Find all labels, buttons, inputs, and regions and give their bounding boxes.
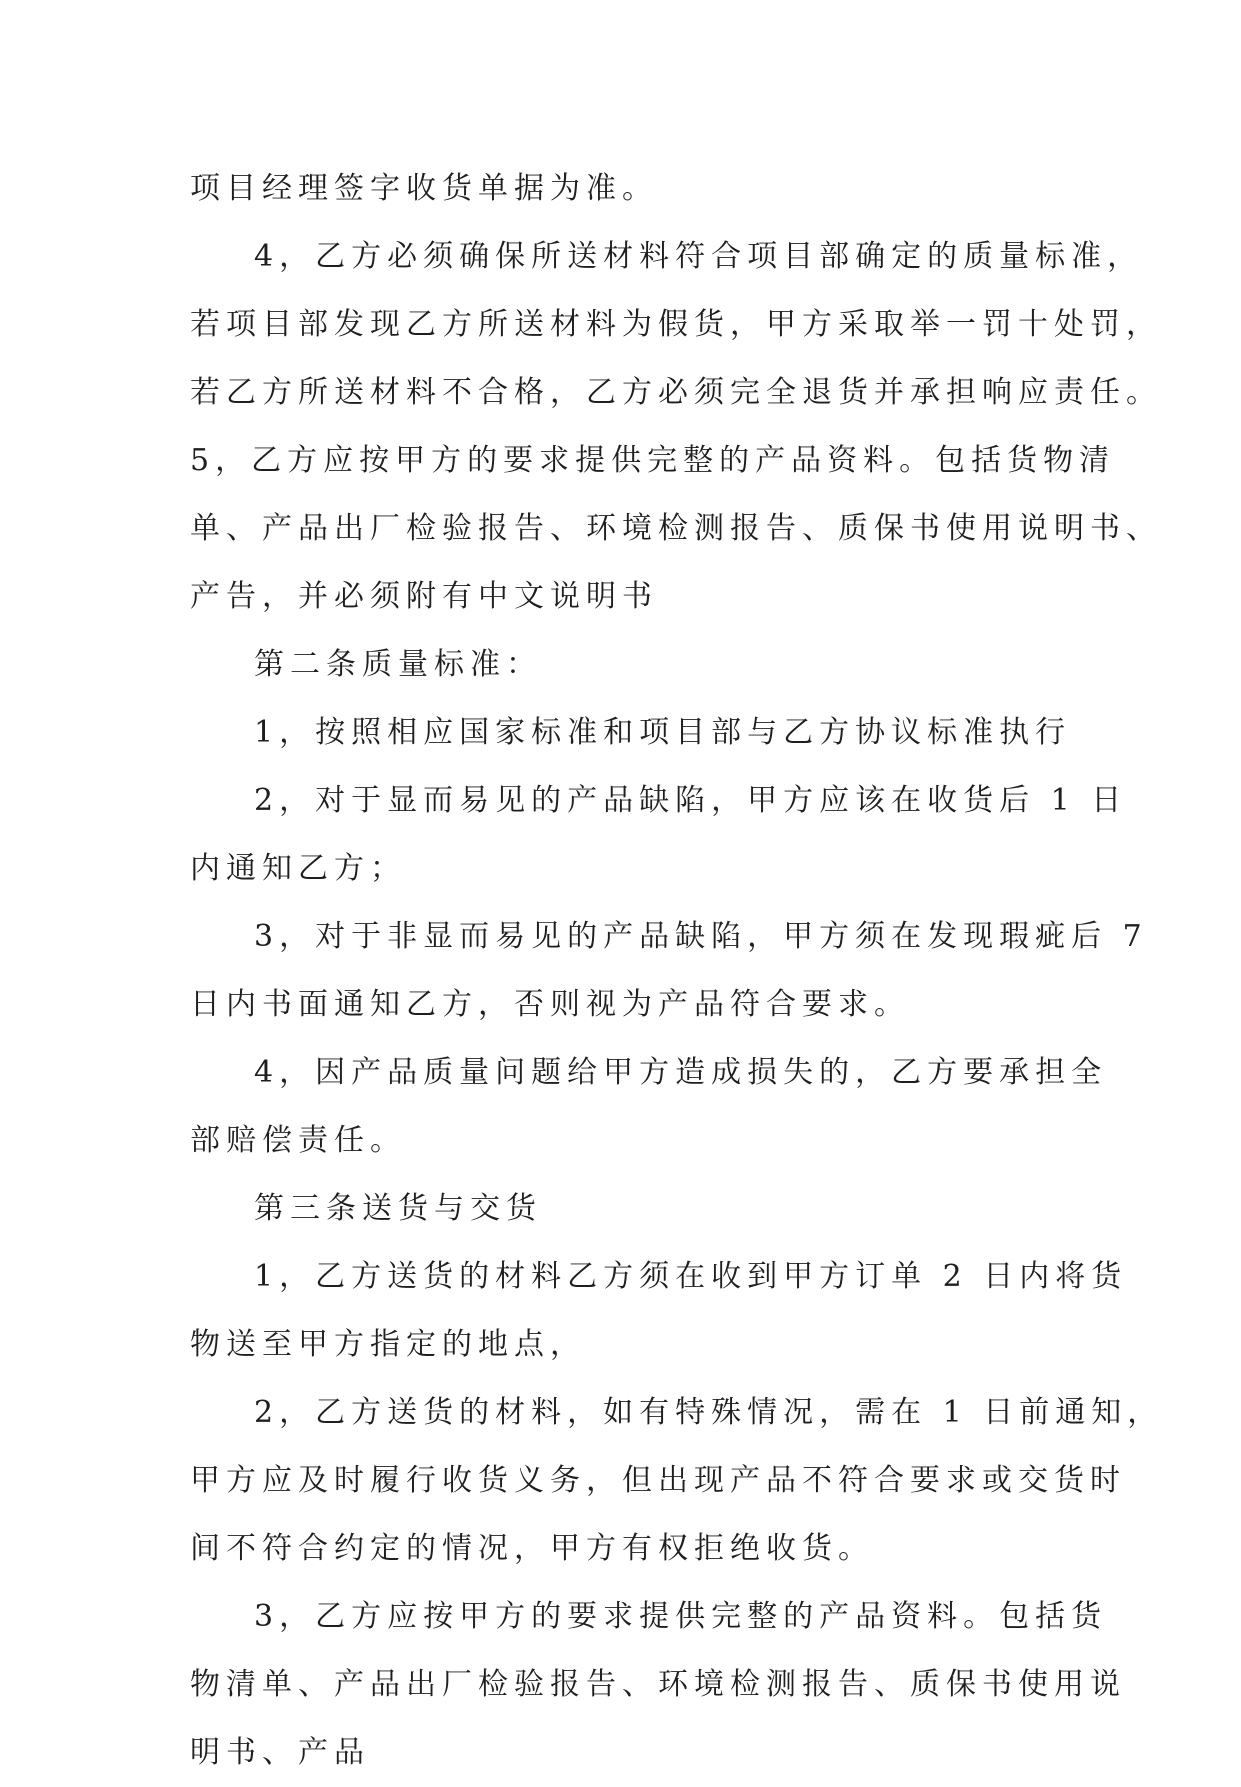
text-line: 2，对于显而易见的产品缺陷，甲方应该在收货后 1 日 xyxy=(254,783,1128,818)
text-line: 产告，并必须附有中文说明书 xyxy=(190,579,658,614)
text-line: 明书、产品 xyxy=(190,1735,370,1770)
text-line: 4，因产品质量问题给甲方造成损失的，乙方要承担全 xyxy=(254,1055,1108,1090)
text-line: 单、产品出厂检验报告、环境检测报告、质保书使用说明书、 xyxy=(190,511,1162,546)
text-line: 3，对于非显而易见的产品缺陷，甲方须在发现瑕疵后 7 xyxy=(254,919,1148,954)
text-line: 甲方应及时履行收货义务，但出现产品不符合要求或交货时 xyxy=(190,1463,1126,1498)
text-line: 日内书面通知乙方，否则视为产品符合要求。 xyxy=(190,987,910,1022)
text-line: 物送至甲方指定的地点， xyxy=(190,1327,586,1362)
text-line: 若项目部发现乙方所送材料为假货，甲方采取举一罚十处罚， xyxy=(190,307,1162,342)
text-line: 1，乙方送货的材料乙方须在收到甲方订单 2 日内将货 xyxy=(254,1259,1128,1294)
text-line: 2，乙方送货的材料，如有特殊情况，需在 1 日前通知， xyxy=(254,1395,1164,1430)
text-line: 间不符合约定的情况，甲方有权拒绝收货。 xyxy=(190,1531,874,1566)
text-line: 1，按照相应国家标准和项目部与乙方协议标准执行 xyxy=(254,715,1072,750)
section-heading: 第三条送货与交货 xyxy=(254,1191,542,1226)
text-line: 4，乙方必须确保所送材料符合项目部确定的质量标准， xyxy=(254,239,1144,274)
text-line: 物清单、产品出厂检验报告、环境检测报告、质保书使用说 xyxy=(190,1667,1126,1702)
text-line: 内通知乙方； xyxy=(190,851,406,886)
text-line: 若乙方所送材料不合格，乙方必须完全退货并承担响应责任。 xyxy=(190,375,1162,410)
document-body xyxy=(190,155,1164,1787)
text-line: 部赔偿责任。 xyxy=(190,1123,406,1158)
section-heading: 第二条质量标准： xyxy=(254,647,542,682)
text-line: 项目经理签字收货单据为准。 xyxy=(190,171,658,206)
text-line: 5，乙方应按甲方的要求提供完整的产品资料。包括货物清 xyxy=(190,443,1116,478)
text-line: 3，乙方应按甲方的要求提供完整的产品资料。包括货 xyxy=(254,1599,1108,1634)
